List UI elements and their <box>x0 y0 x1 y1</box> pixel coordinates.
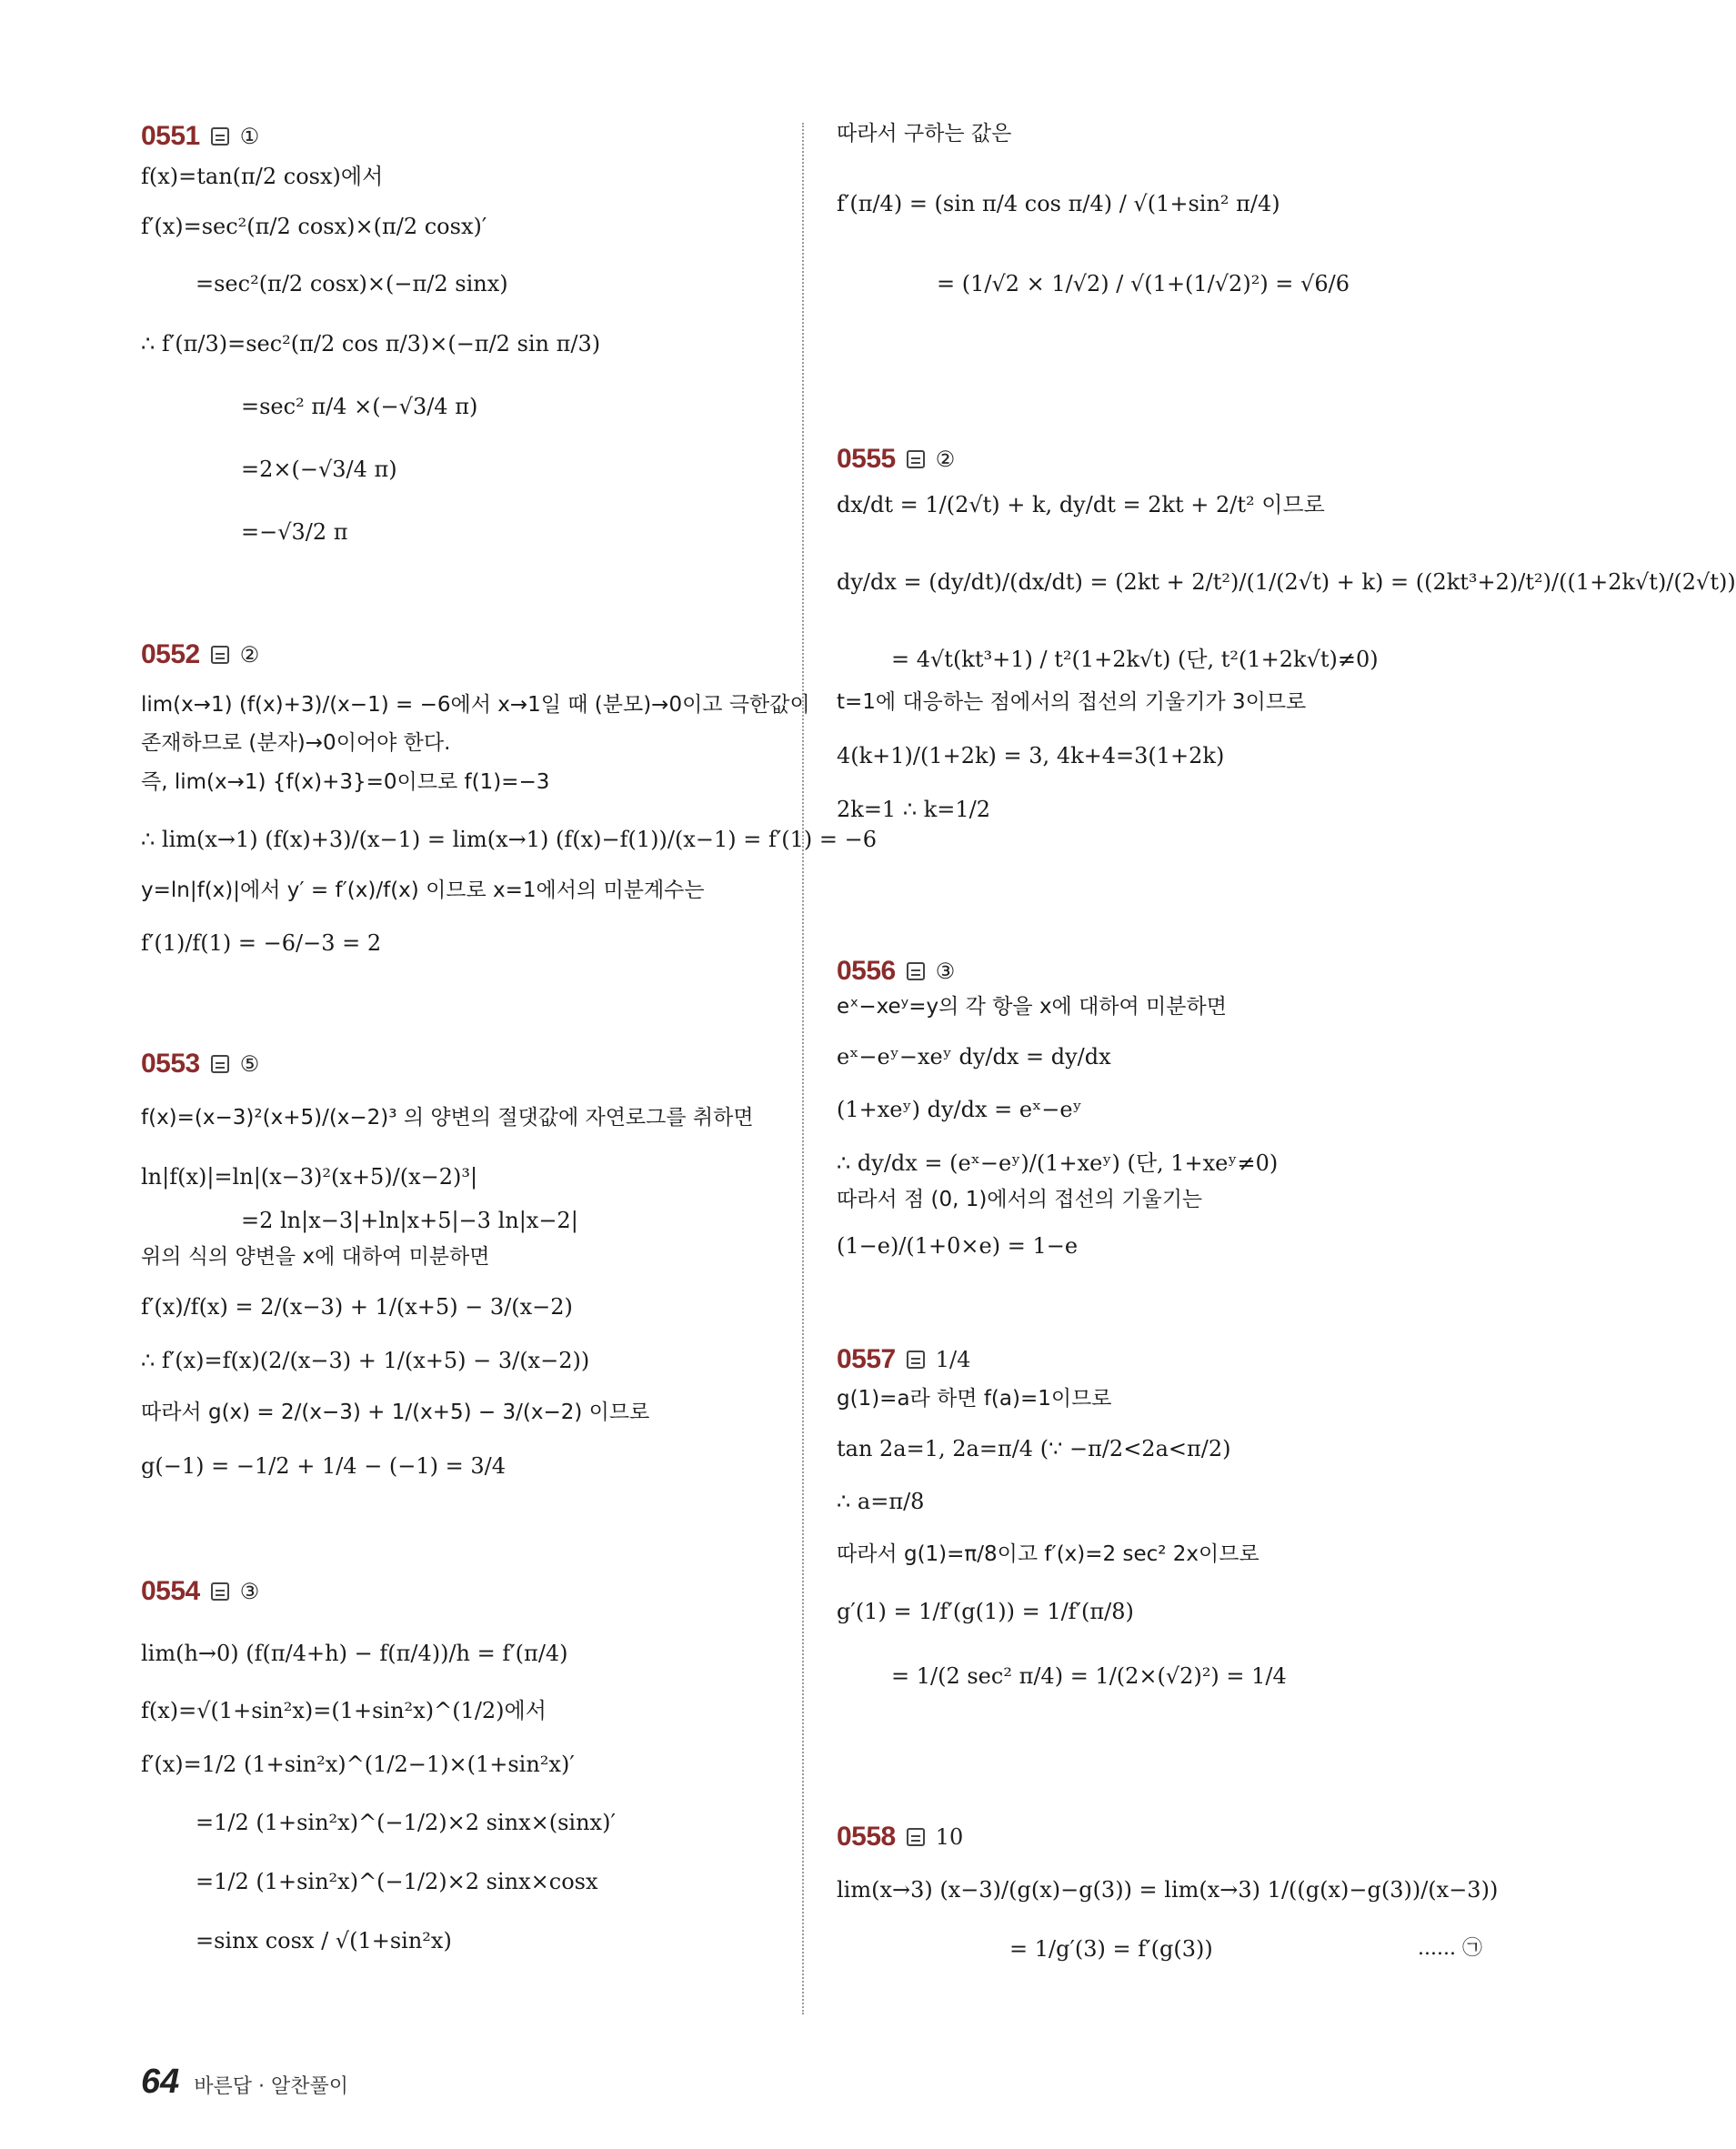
solution-line: f′(1)/f(1) = −6/−3 = 2 <box>141 930 382 957</box>
answer-icon <box>907 962 925 980</box>
problem-0557 <box>837 1341 1473 1689</box>
answer-icon <box>211 646 229 664</box>
solution-line: f′(π/4) = (sin π/4 cos π/4) / √(1+sin² π/4) <box>837 190 1280 216</box>
solution-line: 즉, lim(x→1) {f(x)+3}=0이므로 f(1)=−3 <box>141 770 550 795</box>
problem-0553 <box>141 1046 778 1480</box>
problem-answer: 1/4 <box>935 1347 971 1372</box>
problem-0552 <box>141 637 878 957</box>
solution-line: tan 2a=1, 2a=π/4 (∵ −π/2<2a<π/2) <box>837 1435 1231 1461</box>
problem-0554-continued <box>837 118 1473 297</box>
problem-0555 <box>837 441 1736 823</box>
column-divider <box>802 123 804 2014</box>
problem-number: 0552 <box>141 639 200 669</box>
problem-answer: ③ <box>935 959 956 984</box>
answer-icon <box>211 127 229 146</box>
solution-line: lim(h→0) (f(π/4+h) − f(π/4))/h = f′(π/4) <box>141 1641 568 1666</box>
answer-icon <box>907 1828 925 1846</box>
solution-line: 4(k+1)/(1+2k) = 3, 4k+4=3(1+2k) <box>837 742 1225 768</box>
solution-line: = 1/g′(3) = f′(g(3)) <box>1009 1935 1213 1962</box>
solution-line: f′(x)=1/2 (1+sin²x)^(1/2−1)×(1+sin²x)′ <box>141 1751 575 1777</box>
solution-line: f′(x)/f(x) = 2/(x−3) + 1/(x+5) − 3/(x−2) <box>141 1293 573 1320</box>
solution-line: =2 ln|x−3|+ln|x+5|−3 ln|x−2| <box>241 1208 578 1234</box>
equation-tag: ...... ㉠ <box>1418 1937 1482 1960</box>
solution-line: eˣ−eʸ−xeʸ dy/dx = dy/dx <box>837 1043 1111 1069</box>
solution-line: ∴ dy/dx = (eˣ−eʸ)/(1+xeʸ) (단, 1+xeʸ≠0) <box>837 1150 1279 1177</box>
solution-line: = 4√t(kt³+1) / t²(1+2k√t) (단, t²(1+2k√t)≠0) <box>891 646 1379 672</box>
solution-line: 따라서 g(x) = 2/(x−3) + 1/(x+5) − 3/(x−2) 이므로 <box>141 1401 650 1425</box>
problem-number: 0553 <box>141 1049 200 1079</box>
solution-line: f(x)=tan(π/2 cosx)에서 <box>141 164 384 189</box>
solution-line: =1/2 (1+sin²x)^(−1/2)×2 sinx×cosx <box>196 1869 598 1895</box>
problem-answer: ② <box>239 642 260 668</box>
problem-number: 0554 <box>141 1576 200 1606</box>
problem-answer: ③ <box>239 1579 260 1604</box>
problem-0551 <box>141 118 778 546</box>
problem-0558 <box>837 1819 1499 1963</box>
answer-icon <box>211 1055 229 1073</box>
problem-answer: ② <box>935 447 956 472</box>
problem-number: 0556 <box>837 956 896 986</box>
problem-answer: ⑤ <box>239 1051 260 1077</box>
problem-number: 0558 <box>837 1822 896 1852</box>
solution-line: dx/dt = 1/(2√t) + k, dy/dt = 2kt + 2/t² 이므로 <box>837 492 1325 517</box>
solution-line: 따라서 g(1)=π/8이고 f′(x)=2 sec² 2x이므로 <box>837 1542 1259 1567</box>
solution-line: g′(1) = 1/f′(g(1)) = 1/f′(π/8) <box>837 1598 1134 1624</box>
solution-line: ln|f(x)|=ln|(x−3)²(x+5)/(x−2)³| <box>141 1163 478 1190</box>
solution-line: ∴ f′(x)=f(x)(2/(x−3) + 1/(x+5) − 3/(x−2)) <box>141 1347 590 1373</box>
solution-line: = 1/(2 sec² π/4) = 1/(2×(√2)²) = 1/4 <box>891 1662 1287 1689</box>
problem-number: 0551 <box>141 121 200 151</box>
solution-line: y=ln|f(x)|에서 y′ = f′(x)/f(x) 이므로 x=1에서의 미분계수는 <box>141 878 705 902</box>
solution-line: lim(x→1) (f(x)+3)/(x−1) = −6에서 x→1일 때 (분모)→0이고 극한값이 <box>141 693 810 717</box>
solution-line: lim(x→3) (x−3)/(g(x)−g(3)) = lim(x→3) 1/((g(x)−g(3))/(x−3)) <box>837 1877 1499 1903</box>
solution-line: f(x)=√(1+sin²x)=(1+sin²x)^(1/2)에서 <box>141 1697 547 1723</box>
solution-line: =sinx cosx / √(1+sin²x) <box>196 1927 452 1953</box>
answer-icon <box>907 450 925 468</box>
answer-icon <box>907 1351 925 1369</box>
solution-line: = (1/√2 × 1/√2) / √(1+(1/√2)²) = √6/6 <box>937 271 1350 297</box>
solution-line: =1/2 (1+sin²x)^(−1/2)×2 sinx×(sinx)′ <box>196 1810 616 1836</box>
solution-line: (1−e)/(1+0×e) = 1−e <box>837 1232 1079 1259</box>
solution-line: =sec² π/4 ×(−√3/4 π) <box>241 394 478 420</box>
solution-line: =sec²(π/2 cosx)×(−π/2 sinx) <box>196 270 508 296</box>
page-number: 64 <box>141 2063 180 2101</box>
problem-0554 <box>141 1573 778 1954</box>
problem-0556 <box>837 953 1473 1259</box>
solution-line: =2×(−√3/4 π) <box>241 456 397 482</box>
solution-line: =−√3/2 π <box>241 518 348 545</box>
solution-line: 위의 식의 양변을 x에 대하여 미분하면 <box>141 1245 490 1270</box>
problem-answer: 10 <box>935 1824 964 1850</box>
solution-line: f(x)=(x−3)²(x+5)/(x−2)³ 의 양변의 절댓값에 자연로그를 취하면 <box>141 1106 754 1130</box>
solution-line: 2k=1 ∴ k=1/2 <box>837 796 990 822</box>
solution-line: t=1에 대응하는 점에서의 접선의 기울기가 3이므로 <box>837 690 1307 715</box>
solution-line: 따라서 점 (0, 1)에서의 접선의 기울기는 <box>837 1187 1203 1211</box>
book-title: 바른답 · 알찬풀이 <box>194 2075 349 2098</box>
solution-line: ∴ f′(π/3)=sec²(π/2 cos π/3)×(−π/2 sin π/3) <box>141 331 601 357</box>
solution-line: g(1)=a라 하면 f(a)=1이므로 <box>837 1387 1112 1411</box>
answer-icon <box>211 1582 229 1601</box>
solution-line: (1+xeʸ) dy/dx = eˣ−eʸ <box>837 1097 1082 1123</box>
problem-number: 0557 <box>837 1344 896 1374</box>
page-footer <box>141 2063 348 2102</box>
solution-line: g(−1) = −1/2 + 1/4 − (−1) = 3/4 <box>141 1452 507 1479</box>
solution-line: f′(x)=sec²(π/2 cosx)×(π/2 cosx)′ <box>141 213 487 239</box>
problem-number: 0555 <box>837 444 896 474</box>
problem-answer: ① <box>239 124 260 149</box>
solution-line: dy/dx = (dy/dt)/(dx/dt) = (2kt + 2/t²)/(1/(2√t) + k) = ((2kt³+2)/t²)/((1+2k√t)/(2√t)) <box>837 568 1736 595</box>
solution-line: eˣ−xeʸ=y의 각 항을 x에 대하여 미분하면 <box>837 995 1227 1019</box>
solution-line: 존재하므로 (분자)→0이어야 한다. <box>141 730 451 755</box>
solution-line: 따라서 구하는 값은 <box>837 122 1012 146</box>
solution-line: ∴ lim(x→1) (f(x)+3)/(x−1) = lim(x→1) (f(x)−f(1))/(x−1) = f′(1) = −6 <box>141 826 878 852</box>
solution-line: ∴ a=π/8 <box>837 1489 925 1515</box>
